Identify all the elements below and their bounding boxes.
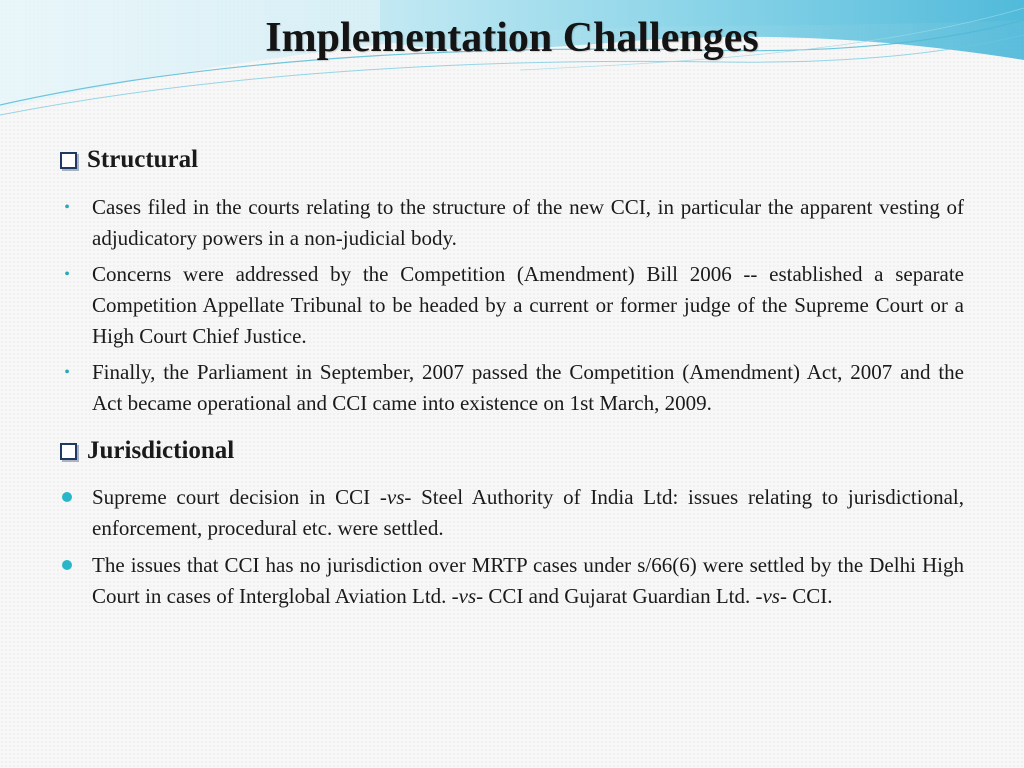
vs-italic: -vs- [755, 584, 787, 608]
bullet-circle-icon [62, 492, 72, 502]
checkbox-bullet-icon [60, 443, 77, 460]
bullet-dot-icon: • [64, 266, 70, 283]
list-item [92, 550, 964, 612]
checkbox-bullet-icon [60, 152, 77, 169]
text-part: CCI. [786, 584, 833, 608]
list-item-text: Cases filed in the courts relating to the structure of the new CCI, in particular the apparent vesting of adjudicatory powers in a non-judicial body. [92, 195, 964, 250]
slide-title: Implementation Challenges [265, 15, 759, 61]
text-part: Supreme court decision in CCI [92, 485, 380, 509]
text-part: CCI and Gujarat Guardian Ltd. [483, 584, 756, 608]
section-heading-jurisdictional [60, 437, 234, 465]
section-heading-label: Jurisdictional [87, 437, 235, 464]
list-item-text: Concerns were addressed by the Competition (Amendment) Bill 2006 -- established a separate Competition Appellate Tribunal to be headed by a current or former judge of the Supreme Court or a High Court Chief Justice. [92, 262, 964, 348]
text-part: The issues that CCI has no jurisdiction over MRTP cases under s/66(6) were settled by the Delhi High Court in cases of Interglobal Aviation Ltd. [92, 553, 964, 608]
list-item [64, 357, 964, 419]
list-item [64, 259, 964, 352]
section-heading-label: Structural [87, 146, 199, 173]
bullet-dot-icon: • [64, 199, 70, 216]
list-item-text [92, 550, 964, 612]
list-item [64, 192, 964, 254]
list-item-text [92, 482, 964, 544]
list-item [92, 482, 964, 544]
vs-italic: -vs- [451, 584, 484, 608]
section-heading-structural [60, 146, 198, 174]
vs-italic: -vs- [379, 485, 412, 509]
bullet-dot-icon: • [64, 364, 70, 381]
text-part: Steel Authority of India Ltd: issues relating to jurisdictional, enforcement, procedural etc. were settled. [92, 485, 964, 540]
bullet-circle-icon [62, 560, 72, 570]
list-item-text: Finally, the Parliament in September, 2007 passed the Competition (Amendment) Act, 2007 and the Act became operational and CCI came into existence on 1st March, 2009. [92, 360, 964, 415]
